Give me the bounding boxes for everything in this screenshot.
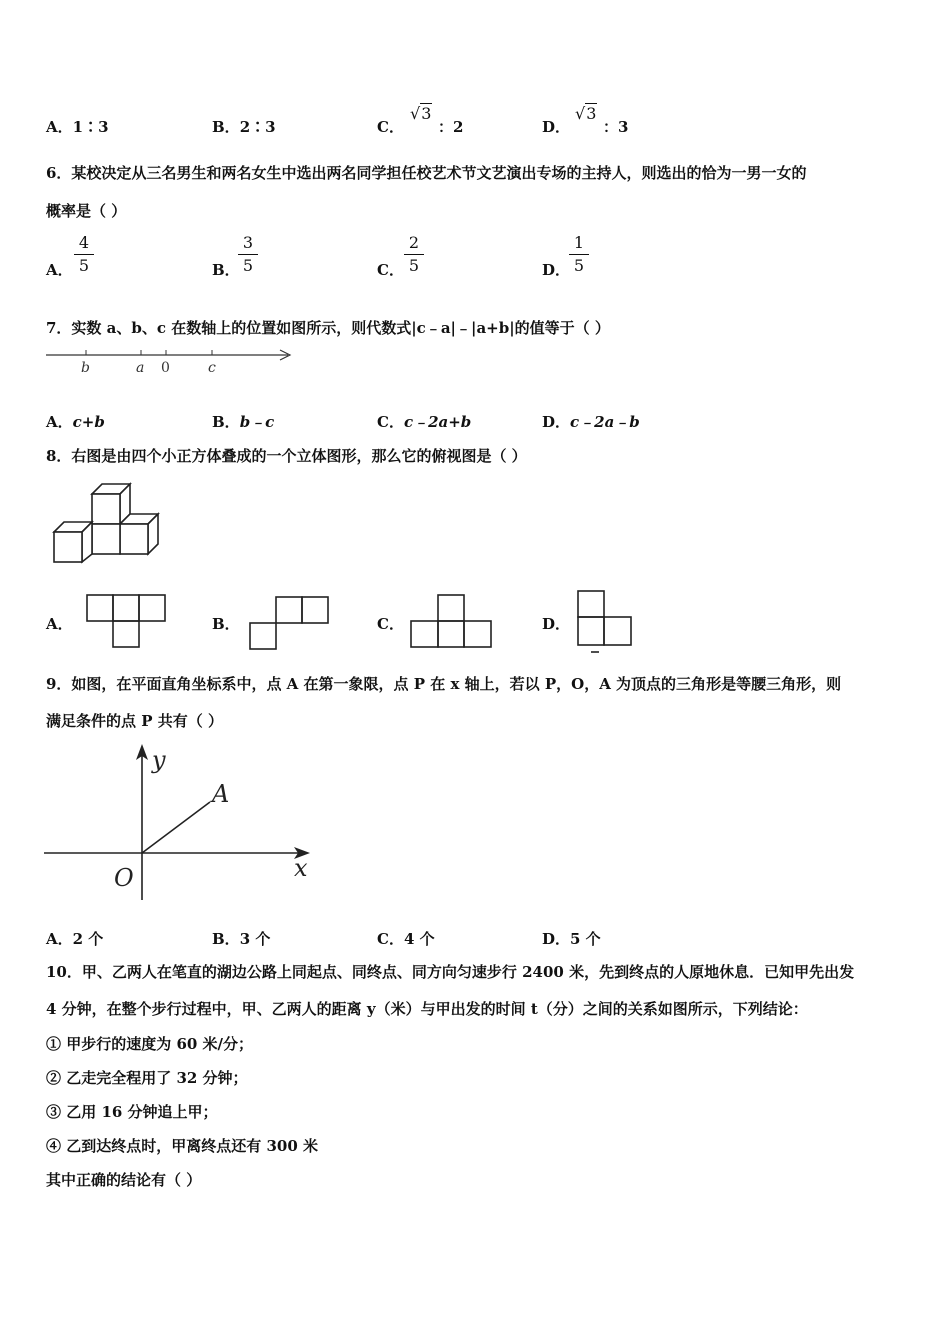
q8-option-c[interactable]: C． — [377, 615, 404, 633]
q9-coordinate-figure — [44, 740, 324, 908]
q9-stem-line2: 满足条件的点 P 共有（ ） — [46, 712, 223, 730]
q10-statement-3: ③ 乙用 16 分钟追上甲； — [46, 1103, 218, 1121]
q7-option-d[interactable]: D．c﹣2a﹣b — [542, 413, 640, 431]
q6-option-b-fraction: 3 5 — [238, 233, 258, 276]
q6-option-a[interactable]: A． — [46, 261, 73, 279]
q10-statement-2: ② 乙走完全程用了 32 分钟； — [46, 1069, 248, 1087]
q8-option-b[interactable]: B． — [212, 615, 240, 633]
q7-option-c[interactable]: C．c﹣2a+b — [377, 413, 472, 431]
q5-option-d[interactable]: D． — [542, 118, 571, 136]
q7-label-c: c — [208, 360, 216, 376]
q9-option-d[interactable]: D．5 个 — [542, 930, 601, 948]
q7-label-0: 0 — [161, 360, 170, 376]
q9-segment-oa — [142, 802, 210, 853]
q8-option-b-figure — [249, 596, 331, 652]
q8-option-d-figure — [577, 590, 635, 656]
q9-stem-line1: 9．如图，在平面直角坐标系中，点 A 在第一象限，点 P 在 x 轴上，若以 P，O，A 为顶点的三角形是等腰三角形，则 — [46, 675, 842, 693]
q9-option-b[interactable]: B．3 个 — [212, 930, 271, 948]
q5-option-d-ratio: ：3 — [603, 118, 629, 136]
q7-label-b: b — [81, 360, 90, 376]
q7-option-b[interactable]: B．b﹣c — [212, 413, 275, 431]
q6-option-a-fraction: 4 5 — [74, 233, 94, 276]
q6-stem-line1: 6．某校决定从三名男生和两名女生中选出两名同学担任校艺术节文艺演出专场的主持人，则选出的恰为一男一女的 — [46, 164, 807, 182]
q8-stem: 8．右图是由四个小正方体叠成的一个立体图形，那么它的俯视图是（ ） — [46, 447, 527, 465]
q9-point-a-label: A — [212, 780, 230, 808]
q6-option-b[interactable]: B． — [212, 261, 240, 279]
q5-option-d-sqrt: √3 — [575, 104, 597, 123]
q10-stem-line2: 4 分钟，在整个步行过程中，甲、乙两人的距离 y（米）与甲出发的时间 t（分）之间的关系如图所示，下列结论： — [46, 1000, 808, 1018]
q5-option-a[interactable]: A．1∶3 — [46, 118, 109, 136]
q6-option-d-fraction: 1 5 — [569, 233, 589, 276]
q10-statement-4: ④ 乙到达终点时，甲离终点还有 300 米 — [46, 1137, 318, 1155]
q10-stem-line1: 10．甲、乙两人在笔直的湖边公路上同起点、同终点、同方向匀速步行 2400 米，先到终点的人原地休息．已知甲先出发 — [46, 963, 855, 981]
q7-number-line — [44, 344, 294, 378]
q8-top-cube-front — [92, 494, 120, 524]
q10-question: 其中正确的结论有（ ） — [46, 1171, 202, 1189]
q9-option-c[interactable]: C．4 个 — [377, 930, 435, 948]
q9-option-a[interactable]: A．2 个 — [46, 930, 104, 948]
q9-origin-label: O — [114, 864, 134, 892]
q6-option-c-fraction: 2 5 — [404, 233, 424, 276]
q8-middle-cube-front — [92, 524, 120, 554]
q6-option-d[interactable]: D． — [542, 261, 571, 279]
q8-option-d[interactable]: D． — [542, 615, 571, 633]
q7-stem: 7．实数 a、b、c 在数轴上的位置如图所示，则代数式|c﹣a|﹣|a+b|的值等于（ ） — [46, 319, 610, 337]
q5-option-b[interactable]: B．2∶3 — [212, 118, 276, 136]
q8-option-c-figure — [410, 594, 494, 650]
q9-y-label: y — [152, 746, 166, 774]
q7-option-a[interactable]: A．c+b — [46, 413, 105, 431]
q8-left-cube-front — [54, 532, 82, 562]
q6-stem-line2: 概率是（ ） — [46, 202, 127, 220]
q8-option-a-figure — [86, 594, 168, 650]
q8-option-a[interactable]: A． — [46, 615, 73, 633]
q6-option-c[interactable]: C． — [377, 261, 404, 279]
q10-statement-1: ① 甲步行的速度为 60 米/分； — [46, 1035, 254, 1053]
q5-option-c-sqrt: √3 — [410, 104, 432, 123]
q8-right-cube-front — [120, 524, 148, 554]
q8-cube-figure — [50, 482, 170, 566]
q5-option-c[interactable]: C． — [377, 118, 404, 136]
q7-label-a: a — [136, 360, 145, 376]
q5-option-c-ratio: ：2 — [438, 118, 464, 136]
q9-x-label: x — [294, 854, 308, 882]
